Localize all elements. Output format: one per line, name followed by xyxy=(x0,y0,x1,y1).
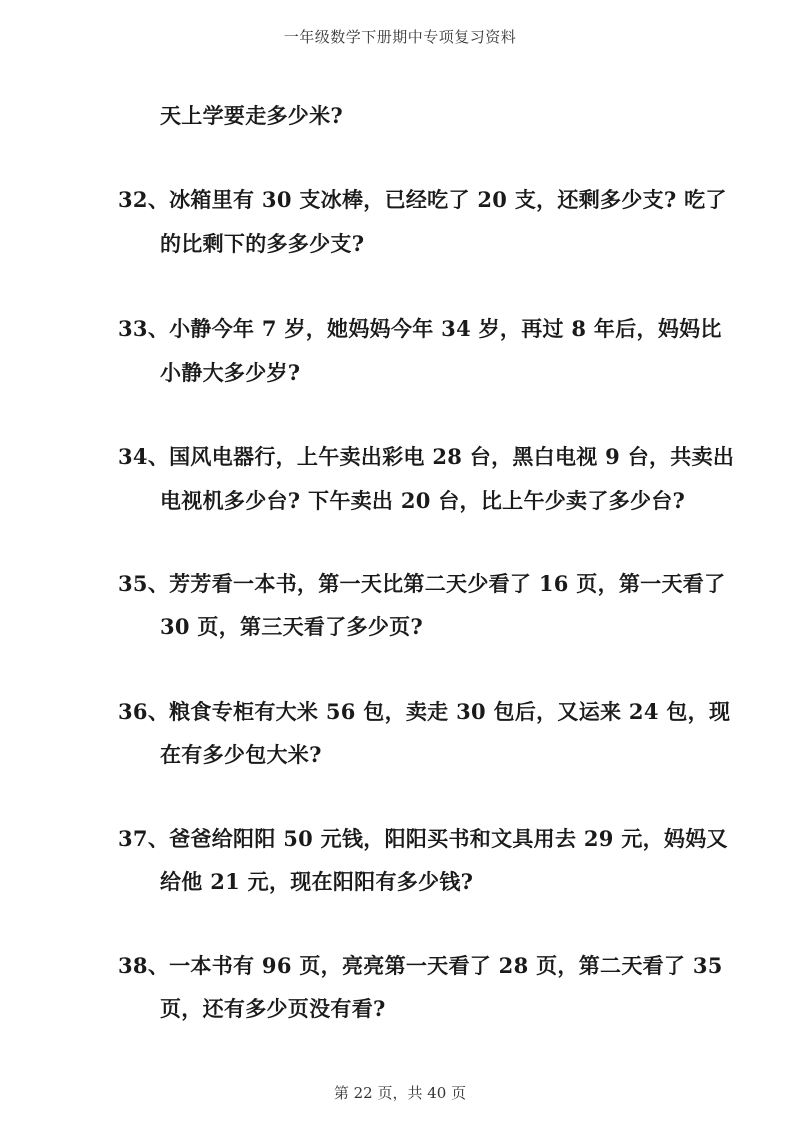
page-footer: 第 22 页，共 40 页 xyxy=(333,1084,467,1102)
problem-32-line2: 的比剩下的多多少支? xyxy=(160,231,365,256)
problem-38-line1: 38、一本书有 96 页，亮亮第一天看了 28 页，第二天看了 35 xyxy=(118,953,723,978)
problem-34-line1: 34、国风电器行，上午卖出彩电 28 台，黑白电视 9 台，共卖出 xyxy=(118,444,735,469)
problem-37-line1: 37、爸爸给阳阳 50 元钱，阳阳买书和文具用去 29 元，妈妈又 xyxy=(118,826,728,851)
problem-33-line2: 小静大多少岁? xyxy=(160,360,301,385)
problem-38-line2: 页，还有多少页没有看? xyxy=(160,996,386,1021)
problem-35-line1: 35、芳芳看一本书，第一天比第二天少看了 16 页，第一天看了 xyxy=(118,571,726,596)
problem-36-line1: 36、粮食专柜有大米 56 包，卖走 30 包后，又运来 24 包，现 xyxy=(118,699,731,724)
continuation-text: 天上学要走多少米? xyxy=(160,103,344,128)
problem-34-line2: 电视机多少台? 下午卖出 20 台，比上午少卖了多少台? xyxy=(160,488,686,513)
problem-33-line1: 33、小静今年 7 岁，她妈妈今年 34 岁，再过 8 年后，妈妈比 xyxy=(118,316,722,341)
page-header: 一年级数学下册期中专项复习资料 xyxy=(283,28,517,46)
problem-37-line2: 给他 21 元，现在阳阳有多少钱? xyxy=(160,869,474,894)
problem-36-line2: 在有多少包大米? xyxy=(160,742,322,767)
problem-32-line1: 32、冰箱里有 30 支冰棒，已经吃了 20 支，还剩多少支? 吃了 xyxy=(118,187,727,212)
problem-35-line2: 30 页，第三天看了多少页? xyxy=(160,614,424,639)
